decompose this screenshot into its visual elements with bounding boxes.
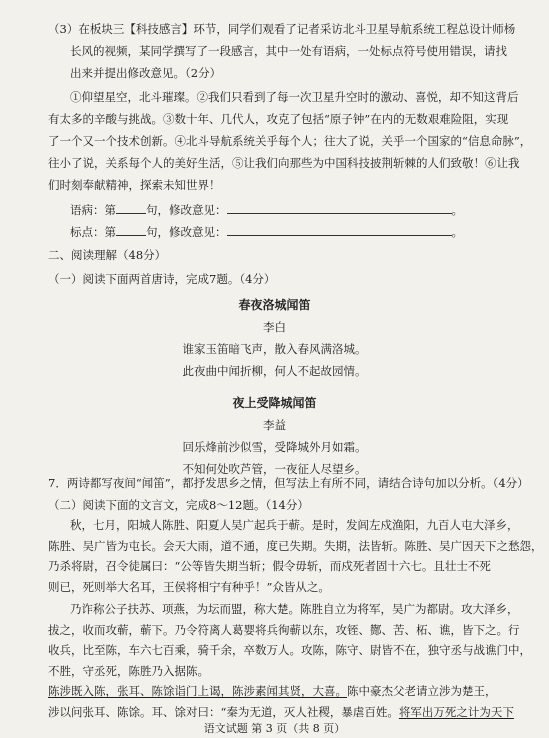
poem1-author: 李白 [263, 320, 286, 334]
classical-text-line: 秋，七月，阳城人陈胜、阳夏人吴广起兵于蕲。是时，发闾左戍渔阳，九百人屯大泽乡， [70, 518, 519, 532]
classical-text-line: 乃杀将尉，召令徒属曰：“公等皆失期当斩；假令毋斩，而戍死者固十六七。且壮士不死 [48, 559, 491, 573]
classical-text-last-line-2 [48, 705, 514, 719]
poem1-line: 此夜曲中闻折柳，何人不起故园情。 [182, 364, 367, 378]
q3-line-3: 出来并提出修改意见。（2分） [70, 66, 222, 80]
classical-text-line: 不胜，守丞死，陈胜乃入据陈。 [48, 663, 209, 678]
classical-text-line: 乃诈称公子扶苏、项燕，为坛而盟，称大楚。陈胜自立为将军，吴广为都尉。攻大泽乡， [70, 602, 519, 616]
q3-para-line: 往小了说，关系每个人的美好生活，⑤让我们向那些为中国科技披荆斩棘的人们致敬！⑥让我 [48, 156, 520, 170]
section-heading: 二、阅读理解（48分） [48, 248, 167, 262]
classical-text-line: 拔之，收而攻蕲，蕲下。乃令符离人葛婴将兵徇蕲以东，攻铚、酂、苦、柘、谯，皆下之。行 [48, 622, 520, 637]
classical-text-segment: 涉以问张耳、陈馀。耳、馀对曰：“秦为无道，灭人社稷，暴虐百姓。 [48, 704, 399, 719]
q3-line-1: （3）在板块三【科技感言】环节，同学们观看了记者采访北斗卫星导航系统工程总设计师杨 [48, 22, 516, 36]
answer-grammar-mid: 句，修改意见： [146, 203, 227, 217]
answer-punctuation-end: 。 [451, 225, 463, 239]
answer-punctuation-mid: 句，修改意见： [146, 225, 227, 239]
q3-line-2: 长风的视频，某同学撰写了一段感言，其中一处有语病，一处标点符号使用错误，请找 [70, 44, 507, 58]
classical-text-line: 陈胜、吴广皆为屯长。会天大雨，道不通，度已失期。失期，法皆斩。陈胜、吴广因天下之愁怨， [48, 538, 543, 553]
poem2-title: 夜上受降城闻笛 [232, 396, 317, 410]
q3-para-line: ①仰望星空，北斗璀璨。②我们只看到了每一次卫星升空时的激动、喜悦，却不知这背后 [70, 90, 519, 104]
q3-para-line: 们时刻奉献精神，探索未知世界！ [48, 178, 221, 192]
classical-text-line: 则已，死则举大名耳，王侯将相宁有种乎！”众皆从之。 [48, 579, 330, 594]
page-footer: 语文试题 第 3 页（共 8 页） [203, 722, 346, 735]
classical-text-last-line [48, 684, 497, 698]
answer-punctuation-label: 标点：第 [70, 225, 116, 239]
poem2-author: 李益 [263, 418, 286, 432]
poem1-line: 谁家玉笛暗飞声，散入春风满洛城。 [182, 342, 367, 356]
underlined-sentence: 陈涉既入陈，张耳、陈馀诣门上谒，陈涉素闻其贤，大喜。 [48, 684, 347, 698]
question-7: 7．两诗都写夜间“闻笛”，都抒发思乡之情，但写法上有所不同，请结合诗句加以分析。（4分） [48, 476, 529, 490]
underlined-sentence: 将军出万死之计为天下 [398, 704, 514, 719]
subsection-heading: （一）阅读下面两首唐诗，完成7题。（4分） [48, 272, 276, 286]
poem2-line: 不知何处吹芦管，一夜征人尽望乡。 [182, 462, 367, 476]
poem2-line: 回乐烽前沙似雪，受降城外月如霜。 [182, 440, 367, 454]
classical-text-segment: 陈中豪杰父老请立涉为楚王， [347, 684, 497, 698]
q3-para-line: 了一个又一个技术创新。④北斗导航系统关乎每个人；往大了说，关乎一个国家的“信息命脉”， [48, 134, 532, 148]
answer-grammar-end: 。 [451, 203, 463, 217]
revision-blank[interactable] [227, 224, 452, 236]
sentence-number-blank[interactable] [116, 202, 146, 214]
classical-text-line: 收兵，比至陈，车六七百乘，骑千余，卒数万人。攻陈，陈守、尉皆不在，独守丞与战谯门中， [48, 643, 531, 657]
subsection-heading: （二）阅读下面的文言文，完成8～12题。（14分） [48, 498, 309, 512]
revision-blank[interactable] [227, 202, 452, 214]
answer-punctuation-row [70, 224, 463, 239]
q3-para-line: 有太多的辛酸与挑战。③数十年、几代人，攻克了包括“原子钟”在内的无数艰难险阻，实现 [48, 112, 509, 126]
poem1-title: 春夜洛城闻笛 [238, 298, 311, 312]
answer-grammar-row [70, 202, 463, 217]
sentence-number-blank[interactable] [116, 224, 146, 236]
answer-grammar-label: 语病：第 [70, 203, 116, 217]
